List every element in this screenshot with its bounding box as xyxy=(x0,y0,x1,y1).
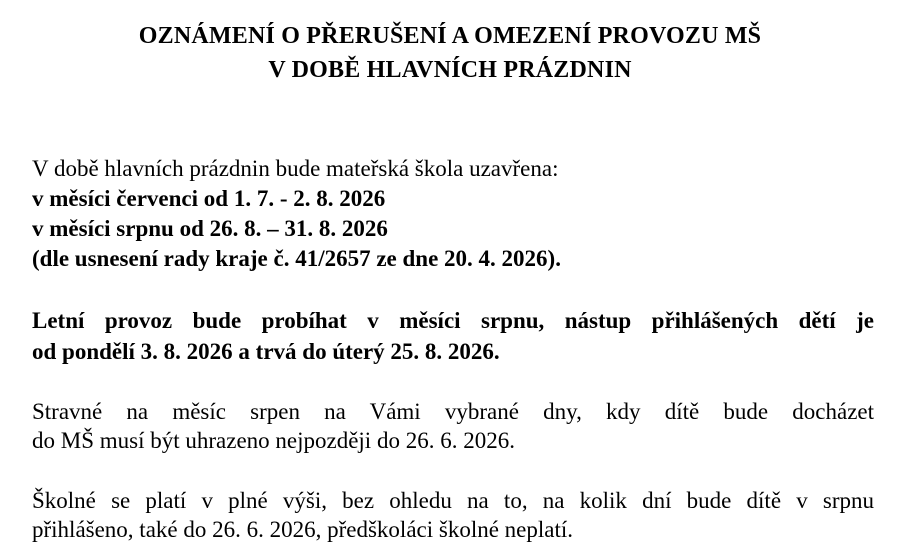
tuition-line-2: přihlášeno, také do 26. 6. 2026, předškoláci školné neplatí. xyxy=(32,517,574,542)
summer-operation-line-1: Letní provoz bude probíhat v měsíci srpnu, nástup přihlášených dětí je xyxy=(32,308,874,333)
tuition-line-1: Školné se platí v plné výši, bez ohledu na to, na kolik dní bude dítě v srpnu xyxy=(32,488,874,513)
meals-line-2: do MŠ musí být uhrazeno nejpozději do 26. 6. 2026. xyxy=(32,428,515,453)
closure-resolution: (dle usnesení rady kraje č. 41/2657 ze dne 20. 4. 2026). xyxy=(32,246,561,271)
closure-august: v měsíci srpnu od 26. 8. – 31. 8. 2026 xyxy=(32,216,388,241)
meals-line-1: Stravné na měsíc srpen na Vámi vybrané dny, kdy dítě bude docházet xyxy=(32,399,874,424)
title-line-1: OZNÁMENÍ O PŘERUŠENÍ A OMEZENÍ PROVOZU MŠ xyxy=(138,23,762,49)
summer-operation-line-2: od pondělí 3. 8. 2026 a trvá do úterý 25. 8. 2026. xyxy=(32,339,500,364)
closure-july: v měsíci červenci od 1. 7. - 2. 8. 2026 xyxy=(32,186,386,211)
title-line-2: V DOBĚ HLAVNÍCH PRÁZDNIN xyxy=(268,57,632,83)
closure-intro: V době hlavních prázdnin bude mateřská škola uzavřena: xyxy=(32,156,559,181)
